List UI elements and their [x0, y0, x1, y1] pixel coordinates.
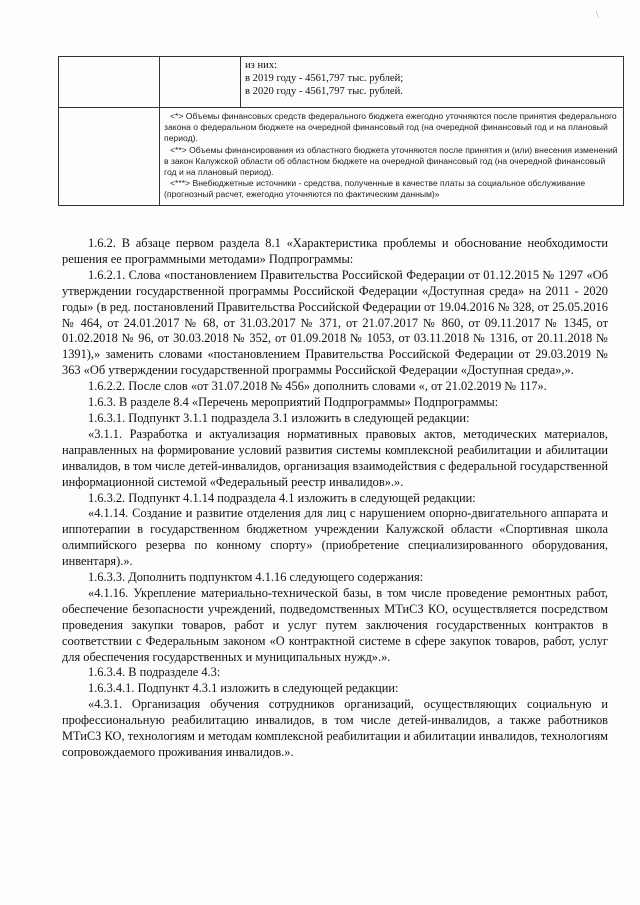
paragraph: 1.6.3. В разделе 8.4 «Перечень мероприятий Подпрограммы» Подпрограммы:	[88, 395, 499, 410]
table-cell-empty	[59, 57, 160, 108]
paragraph: «4.1.14. Создание и развитие отделения для лиц с нарушением опорно-двигательного аппарата и иппотерапии в государственном бюджетном учреждении Калужской области «Спортивная школа олимпийского резерва по конному спорту» (приобретение специализированного оборудования, инвентаря).».	[62, 506, 608, 569]
paragraph: «4.3.1. Организация обучения сотрудников организаций, осуществляющих социальную и профессиональную реабилитацию инвалидов, в том числе детей-инвалидов, а также работников МТиСЗ КО, технологиям и методам комплексной реабилитации и абилитации инвалидов, технологиям сопровождаемого проживания инвалидов.».	[62, 697, 608, 759]
funding-table	[58, 56, 624, 206]
paragraph: 1.6.3.2. Подпункт 4.1.14 подраздела 4.1 изложить в следующей редакции:	[88, 490, 476, 505]
funding-line: в 2019 году - 4561,797 тыс. рублей;	[245, 73, 404, 85]
table-cell-empty	[59, 108, 160, 206]
note-extrabudgetary: <***> Внебюджетные источники - средства, полученные в качестве платы за социальное обслуживание (прогнозный расчет, ежегодно уточняются по фактическим данным)»	[164, 178, 586, 200]
note-regional: <**> Объемы финансирования из областного бюджета уточняются после принятия и (или) внесения изменений в закон Калужской области об областном бюджете на очередной финансовый год (на очередной финансовый год и на плановый период).	[164, 144, 618, 178]
document-body	[62, 236, 608, 761]
funding-line: из них:	[245, 60, 278, 71]
corner-mark: \	[596, 10, 599, 21]
note-federal: <*> Объемы финансовых средств федерального бюджета ежегодно уточняются после принятия федерального закона о федеральном бюджете на очередной финансовый год (на очередной финансовый год и на плановый период).	[164, 111, 617, 144]
funding-cell	[241, 57, 624, 108]
paragraph: «3.1.1. Разработка и актуализация нормативных правовых актов, методических материалов, направленных на формирование условий развития системы комплексной реабилитации и абилитации инвалидов, в том числе детей-инвалидов, организация взаимодействия с федеральной государственной информационной системой «Федеральный реестр инвалидов».».	[62, 426, 608, 489]
funding-row	[59, 57, 624, 108]
paragraph: 1.6.2. В абзаце первом раздела 8.1 «Характеристика проблемы и обоснование необходимости решения ее программными методами» Подпрограммы:	[62, 236, 608, 266]
paragraph: 1.6.3.4.1. Подпункт 4.3.1 изложить в следующей редакции:	[88, 681, 399, 696]
paragraph: 1.6.3.4. В подразделе 4.3:	[88, 665, 221, 680]
table-cell-empty	[160, 57, 241, 108]
notes-cell	[160, 108, 624, 206]
paragraph: 1.6.3.1. Подпункт 3.1.1 подраздела 3.1 изложить в следующей редакции:	[88, 410, 470, 425]
paragraph: «4.1.16. Укрепление материально-технической базы, в том числе проведение ремонтных работ, обеспечение безопасности учреждений, подведомственных МТиСЗ КО, осуществляется посредством проведения закупки товаров, работ и услуг путем заключения государственных контрактов в соответствии с Федеральным законом «О контрактной системе в сфере закупок товаров, работ, услуг для обеспечения государственных и муниципальных нужд».».	[62, 585, 608, 664]
paragraph: 1.6.3.3. Дополнить подпунктом 4.1.16 следующего содержания:	[88, 570, 424, 585]
paragraph: 1.6.2.2. После слов «от 31.07.2018 № 456» дополнить словами «, от 21.02.2019 № 117».	[88, 379, 547, 394]
funding-line: в 2020 году - 4561,797 тыс. рублей.	[245, 86, 403, 98]
notes-row	[59, 108, 624, 206]
paragraph: 1.6.2.1. Слова «постановлением Правительства Российской Федерации от 01.12.2015 № 1297 «Об утверждении государственной программы Российской Федерации «Доступная среда» на 2011 - 2020 годы» (в ред. постановлений Правительства Российской Федерации от 19.04.2016 № 328, от 25.05.2016 № 464, от 24.01.2017 № 68, от 31.03.2017 № 371, от 21.07.2017 № 860, от 09.11.2017 № 1345, от 01.02.2018 № 96, от 30.03.2018 № 352, от 01.09.2018 № 1053, от 03.11.2018 № 1316, от 20.11.2018 № 1391),» заменить словами «постановлением Правительства Российской Федерации от 29.03.2019 № 363 «Об утверждении государственной программы Российской Федерации «Доступная среда»,».	[62, 267, 608, 378]
